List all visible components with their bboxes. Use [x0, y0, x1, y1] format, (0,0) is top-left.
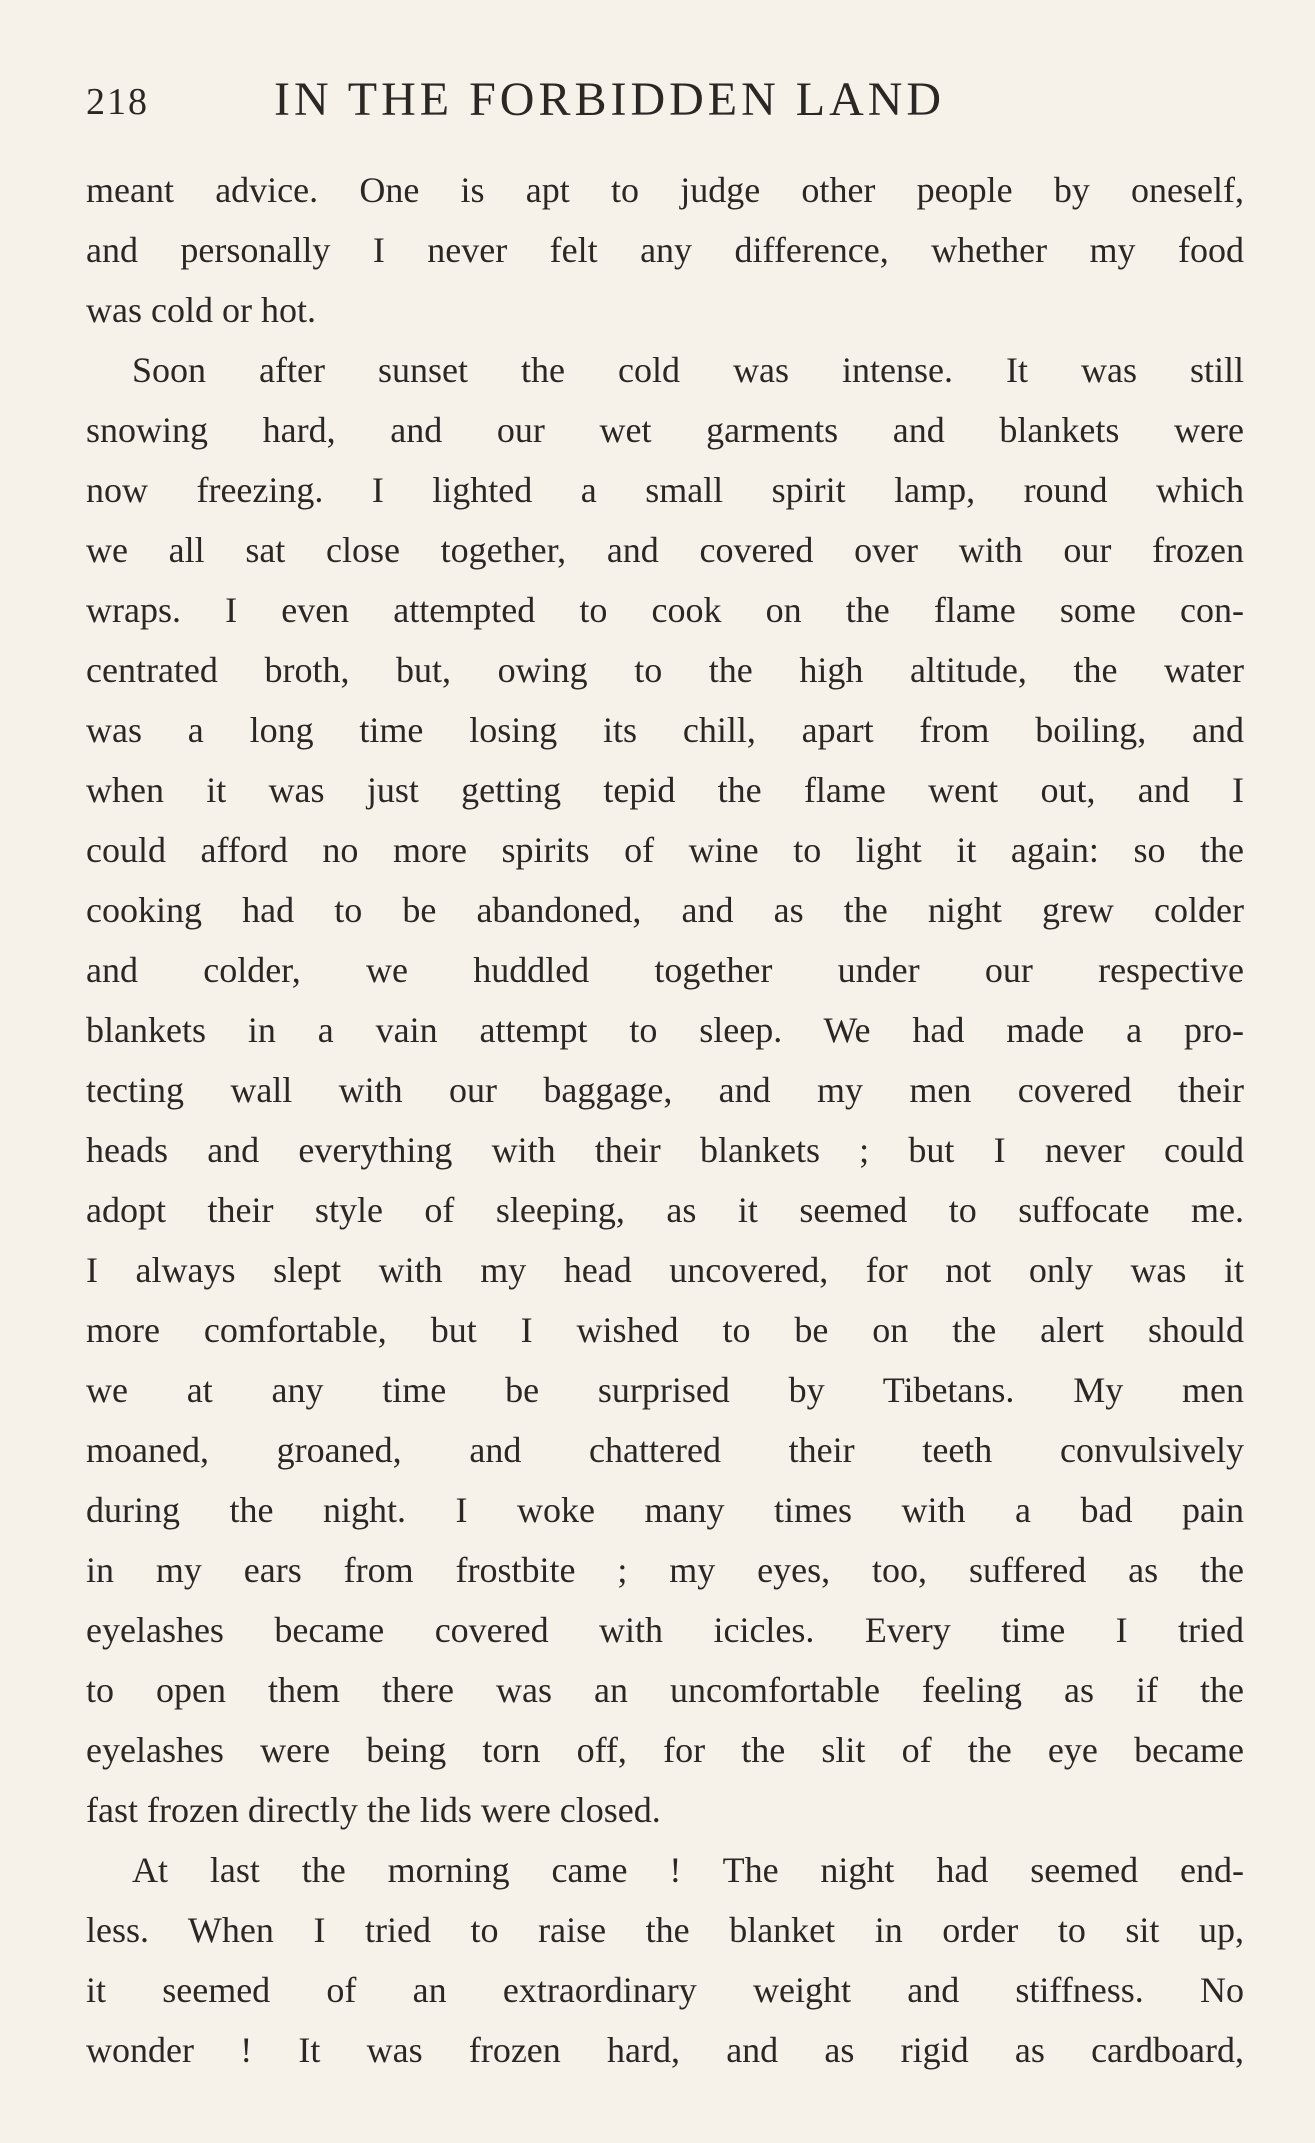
- body-text: [86, 160, 1244, 2080]
- text-line: I always slept with my head uncovered, for not only was it: [86, 1250, 1244, 1290]
- text-line: centrated broth, but, owing to the high altitude, the water: [86, 650, 1244, 690]
- text-line: when it was just getting tepid the flame went out, and I: [86, 770, 1244, 810]
- text-line: cooking had to be abandoned, and as the night grew colder: [86, 890, 1244, 930]
- text-line: moaned, groaned, and chattered their teeth convulsively: [86, 1430, 1244, 1470]
- running-title: IN THE FORBIDDEN LAND: [274, 73, 946, 126]
- text-line: to open them there was an uncomfortable feeling as if the: [86, 1670, 1244, 1710]
- page-number: 218: [86, 81, 149, 123]
- text-line: eyelashes became covered with icicles. Every time I tried: [86, 1610, 1244, 1650]
- running-head: [86, 72, 1246, 132]
- text-line: adopt their style of sleeping, as it seemed to suffocate me.: [86, 1190, 1244, 1230]
- text-line: Soon after sunset the cold was intense. It was still: [132, 350, 1244, 390]
- text-line: was a long time losing its chill, apart from boiling, and: [86, 710, 1244, 750]
- text-line: now freezing. I lighted a small spirit lamp, round which: [86, 470, 1244, 510]
- text-line: wraps. I even attempted to cook on the flame some con-: [86, 590, 1244, 630]
- text-line: and personally I never felt any difference, whether my food: [86, 230, 1244, 270]
- text-line: in my ears from frostbite ; my eyes, too, suffered as the: [86, 1550, 1244, 1590]
- text-line: blankets in a vain attempt to sleep. We had made a pro-: [86, 1010, 1244, 1050]
- text-line: eyelashes were being torn off, for the slit of the eye became: [86, 1730, 1244, 1770]
- text-line: we all sat close together, and covered over with our frozen: [86, 530, 1244, 570]
- text-line: and colder, we huddled together under our respective: [86, 950, 1244, 990]
- text-line: fast frozen directly the lids were closed.: [86, 1790, 661, 1830]
- text-line: meant advice. One is apt to judge other people by oneself,: [86, 170, 1244, 210]
- text-line: wonder ! It was frozen hard, and as rigid as cardboard,: [86, 2030, 1244, 2070]
- text-line: more comfortable, but I wished to be on the alert should: [86, 1310, 1244, 1350]
- text-line: At last the morning came ! The night had seemed end-: [132, 1850, 1244, 1890]
- text-line: it seemed of an extraordinary weight and stiffness. No: [86, 1970, 1244, 2010]
- text-line: snowing hard, and our wet garments and blankets were: [86, 410, 1244, 450]
- text-line: could afford no more spirits of wine to light it again: so the: [86, 830, 1244, 870]
- text-line: tecting wall with our baggage, and my men covered their: [86, 1070, 1244, 1110]
- text-line: during the night. I woke many times with a bad pain: [86, 1490, 1244, 1530]
- text-line: was cold or hot.: [86, 290, 316, 330]
- text-line: less. When I tried to raise the blanket in order to sit up,: [86, 1910, 1244, 1950]
- text-line: heads and everything with their blankets ; but I never could: [86, 1130, 1244, 1170]
- text-line: we at any time be surprised by Tibetans. My men: [86, 1370, 1244, 1410]
